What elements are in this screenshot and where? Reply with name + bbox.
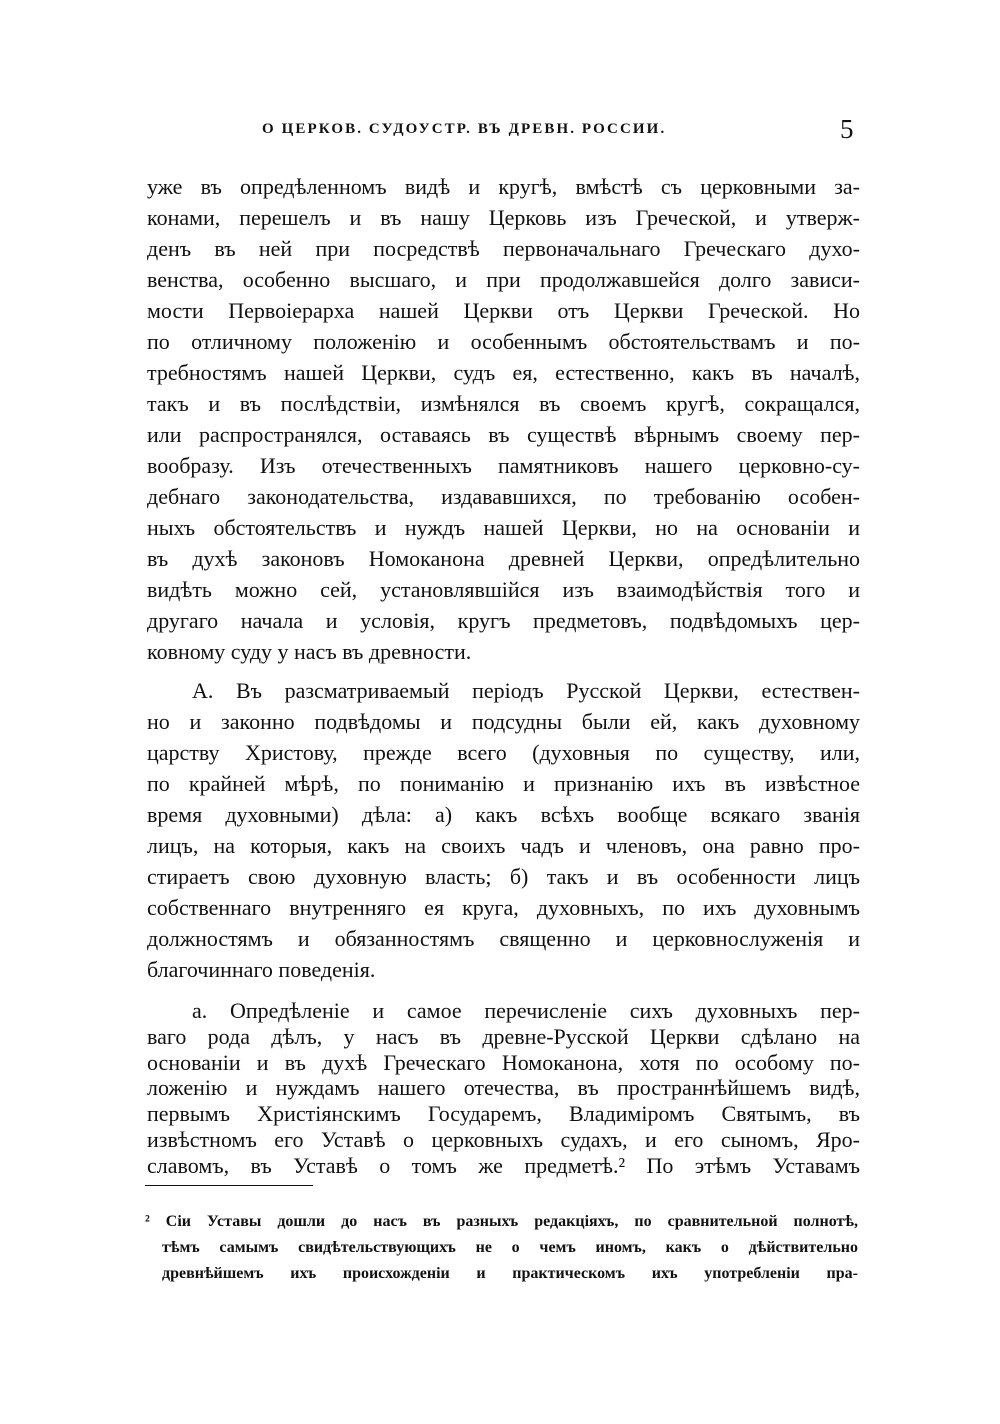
running-header: О ЦЕРКОВ. СУДОУСТР. ВЪ ДРЕВН. РОССИИ. <box>262 121 667 137</box>
footnote-line: древнѣйшемъ ихъ происхожденіи и практическомъ ихъ употребленіи пра- <box>162 1265 858 1282</box>
text-line: венства, особенно высшаго, и при продолжавшейся долго зависи- <box>147 267 860 292</box>
text-line: мости Первоіерарха нашей Церкви отъ Церкви Греческой. Но <box>147 298 860 323</box>
text-line: или распространялся, оставаясь въ существѣ вѣрнымъ своему пер- <box>147 422 860 447</box>
text-line: славомъ, въ Уставѣ о томъ же предметѣ.² По этѣмъ Уставамъ <box>147 1152 860 1178</box>
text-line: лицъ, на которыя, какъ на своихъ чадъ и членовъ, она равно про- <box>147 833 860 858</box>
text-line: другаго начала и условія, кругъ предметовъ, подвѣдомыхъ цер- <box>147 608 860 633</box>
text-line: денъ въ ней при посредствѣ первоначальнаго Греческаго духо- <box>147 236 860 261</box>
text-line: время духовными) дѣла: а) какъ всѣхъ вообще всякаго званія <box>147 802 860 827</box>
text-line: стираетъ свою духовную власть; б) такъ и въ особенности лицъ <box>147 864 860 889</box>
text-line: благочиннаго поведенія. <box>147 957 376 982</box>
text-line: такъ и въ послѣдствіи, измѣнялся въ своемъ кругѣ, сокращался, <box>147 391 860 416</box>
text-line: уже въ опредѣленномъ видѣ и кругѣ, вмѣстѣ съ церковными за- <box>147 174 860 199</box>
text-line: ваго рода дѣлъ, у насъ въ древне-Русской Церкви сдѣлано на <box>147 1023 860 1049</box>
text-line: по крайней мѣрѣ, по пониманію и признанію ихъ въ извѣстное <box>147 771 860 796</box>
text-line: собственнаго внутренняго ея круга, духовныхъ, по ихъ духовнымъ <box>147 895 860 920</box>
text-line: по отличному положенію и особеннымъ обстоятельствамъ и по- <box>147 329 860 354</box>
text-line: ковному суду у насъ въ древности. <box>147 639 472 664</box>
text-line: конами, перешелъ и въ нашу Церковь изъ Греческой, и утверж- <box>147 205 860 230</box>
text-line: ложенію и нуждамъ нашего отечества, въ пространнѣйшемъ видѣ, <box>147 1075 860 1101</box>
text-line: вообразу. Изъ отечественныхъ памятниковъ нашего церковно-су- <box>147 453 860 478</box>
text-line: основаніи и въ духѣ Греческаго Номоканона, хотя по особому по- <box>147 1049 860 1075</box>
text-line: требностямъ нашей Церкви, судъ ея, естественно, какъ въ началѣ, <box>147 360 860 385</box>
footnote-line: тѣмъ самымъ свидѣтельствующихъ не о чемъ иномъ, какъ о дѣйствительно <box>162 1239 858 1256</box>
footnote-line: ² Сіи Уставы дошли до насъ въ разныхъ редакціяхъ, по сравнительной полнотѣ, <box>145 1213 858 1230</box>
footnote-rule <box>145 1185 313 1186</box>
text-line: въ духѣ законовъ Номоканона древней Церкви, опредѣлительно <box>147 546 860 571</box>
text-line: извѣстномъ его Уставѣ о церковныхъ судахъ, и его сыномъ, Яро- <box>147 1127 860 1152</box>
text-line: должностямъ и обязанностямъ священно и церковнослуженія и <box>147 926 860 951</box>
text-line: видѣть можно сей, установлявшійся изъ взаимодѣйствія того и <box>147 577 860 602</box>
text-line: а. Опредѣленіе и самое перечисленіе сихъ духовныхъ пер- <box>192 998 860 1023</box>
text-line: царству Христову, прежде всего (духовныя по существу, или, <box>147 740 860 765</box>
text-line: ныхъ обстоятельствъ и нуждъ нашей Церкви, но на основаніи и <box>147 515 860 540</box>
text-line: но и законно подвѣдомы и подсудны были ей, какъ духовному <box>147 709 860 734</box>
text-line: дебнаго законодательства, издававшихся, по требованію особен- <box>147 484 860 509</box>
page-number: 5 <box>840 114 854 144</box>
text-line: А. Въ разсматриваемый періодъ Русской Церкви, естествен- <box>192 678 860 703</box>
text-line: первымъ Христіянскимъ Государемъ, Владиміромъ Святымъ, въ <box>147 1101 860 1127</box>
